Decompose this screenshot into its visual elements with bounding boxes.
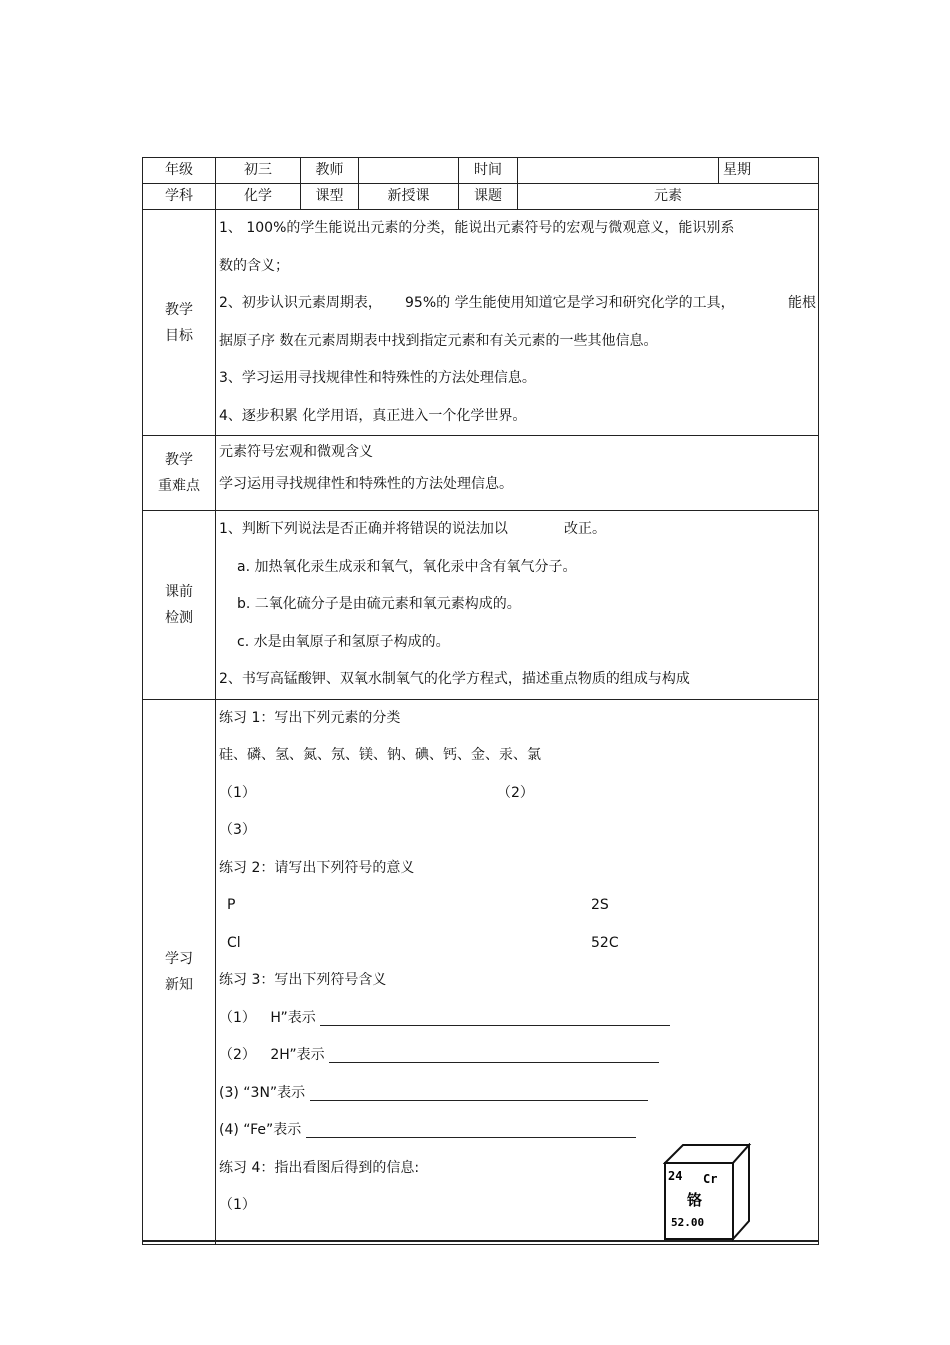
- keypoints-row: [143, 436, 819, 511]
- exercise-2-row1: P 2S: [227, 897, 609, 913]
- precheck-label: 课前 检测: [143, 511, 216, 700]
- precheck-q2: 2、书写高锰酸钾、双氧水制氧气的化学方程式，描述重点物质的组成与构成: [219, 671, 690, 687]
- exercise-3-item2: （2） 2H”表示: [219, 1037, 818, 1075]
- precheck-b: b. 二氧化硫分子是由硫元素和氧元素构成的。: [237, 596, 521, 612]
- exercise-1-part3: （3）: [219, 822, 256, 838]
- exercise-3-item1: （1） H”表示: [219, 1000, 818, 1038]
- exercise-1-elements: 硅、磷、氢、氮、氖、镁、钠、碘、钙、金、汞、氯: [219, 747, 541, 763]
- goal-line: 2、初步认识元素周期表， 95%的 学生能使用知道它是学习和研究化学的工具， 能根: [219, 295, 816, 311]
- precheck-content: [216, 511, 819, 700]
- answer-blank[interactable]: [306, 1121, 636, 1138]
- grade-value: 初三: [216, 158, 301, 184]
- goal-line: 3、学习运用寻找规律性和特殊性的方法处理信息。: [219, 370, 536, 386]
- exercise-4-part1: （1）: [219, 1197, 256, 1213]
- goals-row: [143, 210, 819, 436]
- teacher-label: 教师: [301, 158, 359, 184]
- teacher-value: [359, 158, 459, 184]
- card-side: [733, 1145, 749, 1239]
- precheck-q1: 1、判断下列说法是否正确并将错误的说法加以 改正。: [219, 521, 606, 537]
- keypoint-line: 元素符号宏观和微观含义: [219, 444, 373, 460]
- goal-line: 4、逐步积累 化学用语，真正进入一个化学世界。: [219, 407, 527, 424]
- precheck-c: c. 水是由氧原子和氢原子构成的。: [237, 633, 450, 650]
- goals-label: 教学 目标: [143, 210, 216, 436]
- exercise-1-parts: （1） （2）: [219, 784, 534, 801]
- time-label: 时间: [459, 158, 518, 184]
- goal-line: 据原子序 数在元素周期表中找到指定元素和有关元素的一些其他信息。: [219, 332, 658, 349]
- exercise-1-title: 练习 1：写出下列元素的分类: [219, 709, 401, 726]
- grade-label: 年级: [143, 158, 216, 184]
- exercise-4-title: 练习 4：指出看图后得到的信息:: [219, 1159, 420, 1176]
- type-value: 新授课: [359, 184, 459, 210]
- lesson-plan-table: [142, 157, 819, 1245]
- element-symbol: Cr: [703, 1172, 718, 1186]
- subject-label: 学科: [143, 184, 216, 210]
- goals-content: [216, 210, 819, 436]
- answer-blank[interactable]: [310, 1084, 648, 1101]
- atomic-number: 24: [668, 1169, 683, 1183]
- atomic-mass: 52.00: [671, 1216, 705, 1229]
- subject-value: 化学: [216, 184, 301, 210]
- element-name: 铬: [687, 1191, 703, 1209]
- week-label: 星期: [719, 158, 819, 184]
- precheck-a: a. 加热氧化汞生成汞和氧气，氧化汞中含有氧气分子。: [237, 558, 577, 575]
- answer-blank[interactable]: [329, 1046, 659, 1063]
- type-label: 课型: [301, 184, 359, 210]
- keypoints-content: [216, 436, 819, 511]
- exercise-2-row2: Cl 52C: [227, 934, 619, 951]
- answer-blank[interactable]: [320, 1009, 670, 1026]
- time-value: [518, 158, 719, 184]
- keypoint-line: 学习运用寻找规律性和特殊性的方法处理信息。: [219, 476, 513, 492]
- exercise-3-title: 练习 3：写出下列符号含义: [219, 972, 387, 988]
- exercise-2-title: 练习 2：请写出下列符号的意义: [219, 859, 415, 876]
- keypoints-label: 教学 重难点: [143, 436, 216, 511]
- goal-line: 1、 100%的学生能说出元素的分类，能说出元素符号的宏观与微观意义，能识别系: [219, 220, 735, 236]
- goal-line: 数的含义；: [219, 257, 289, 274]
- topic-label: 课题: [459, 184, 518, 210]
- exercise-3-item4: (4) “Fe”表示: [219, 1112, 818, 1150]
- exercise-3-item3: (3) “3N”表示: [219, 1075, 818, 1113]
- chromium-element-card: [663, 1143, 753, 1243]
- precheck-row: [143, 511, 819, 700]
- topic-value: 元素: [518, 184, 819, 210]
- learn-label: 学习 新知: [143, 699, 216, 1244]
